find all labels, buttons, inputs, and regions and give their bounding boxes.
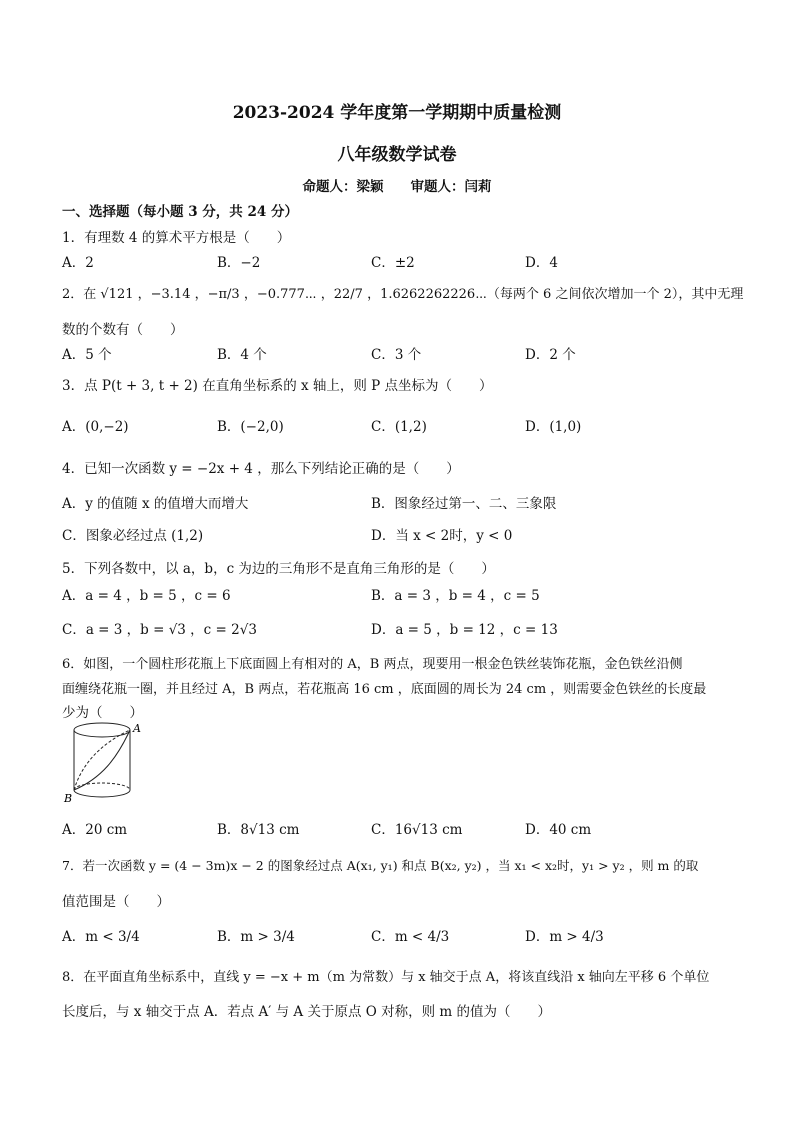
point-label-b: B [64,792,73,805]
question-3-option-b: B．(−2,0) [217,419,284,435]
question-3-option-a: A．(0,−2) [62,419,129,435]
question-1-option-a: A．2 [62,255,94,271]
question-4-option-c: C．图象必经过点 (1,2) [62,528,204,544]
question-5-option-b: B．a = 3 ，b = 4 ，c = 5 [371,588,540,604]
question-6-line-1: 6．如图，一个圆柱形花瓶上下底面圆上有相对的 A，B 两点，现要用一根金色铁丝装饰花瓶，金色铁丝沿侧 [62,657,683,672]
question-2-option-d: D．2 个 [525,347,576,363]
question-4-option-b: B．图象经过第一、二、三象限 [371,496,557,512]
question-7-option-a: A．m < 3/4 [62,929,140,945]
question-2-stem: 2．在 √121 ，−3.14 ，−π/3 ，−0.777⋯ ，22/7 ，1.6262262226⋯（每两个 6 之间依次增加一个 2），其中无理 [62,287,744,302]
question-8-line-1: 8．在平面直角坐标系中，直线 y = −x + m（m 为常数）与 x 轴交于点 A，将该直线沿 x 轴向左平移 6 个单位 [62,970,710,985]
question-2-option-b: B．4 个 [217,347,267,363]
question-3-stem: 3．点 P(t + 3, t + 2) 在直角坐标系的 x 轴上，则 P 点坐标为（ ） [62,378,493,394]
question-1-option-b: B．−2 [217,255,261,271]
question-7-line-1: 7．若一次函数 y = (4 − 3m)x − 2 的图象经过点 A(x₁, y₁) 和点 B(x₂, y₂) ，当 x₁ < x₂时，y₁ > y₂ ，则 m 的取 [62,858,699,873]
question-5-stem: 5．下列各数中，以 a，b，c 为边的三角形不是直角三角形的是（ ） [62,561,495,577]
question-8-line-2: 长度后，与 x 轴交于点 A．若点 A′ 与 A 关于原点 O 对称，则 m 的值为（ ） [62,1004,551,1020]
authors-line: 命题人：梁颖 审题人：闫莉 [302,179,492,195]
question-2-stem-continued: 数的个数有（ ） [62,322,184,338]
question-2-option-c: C．3 个 [371,347,422,363]
page-title: 2023-2024 学年度第一学期期中质量检测 [232,103,562,123]
question-3-option-c: C．(1,2) [371,419,427,435]
cylinder-figure [62,718,152,808]
question-7-line-2: 值范围是（ ） [62,894,170,910]
question-3-option-d: D．(1,0) [525,419,582,435]
question-5-option-c: C．a = 3 ，b = √3 ，c = 2√3 [62,622,257,638]
page-subtitle: 八年级数学试卷 [337,145,457,165]
question-6-line-2: 面缠绕花瓶一圈，并且经过 A，B 两点，若花瓶高 16 cm ，底面圆的周长为 24 cm ，则需要金色铁丝的长度最 [62,682,707,697]
question-1-option-d: D．4 [525,255,558,271]
point-label-a: A [133,722,141,735]
question-7-option-c: C．m < 4/3 [371,929,450,945]
question-2-option-a: A．5 个 [62,347,112,363]
question-7-option-d: D．m > 4/3 [525,929,604,945]
question-4-option-d: D．当 x < 2时，y < 0 [371,528,513,544]
question-5-option-a: A．a = 4 ，b = 5 ，c = 6 [62,588,231,604]
question-6-option-b: B．8√13 cm [217,822,300,838]
question-1-stem: 1．有理数 4 的算术平方根是（ ） [62,230,291,246]
question-6-option-d: D．40 cm [525,822,592,838]
question-1-option-c: C．±2 [371,255,415,271]
question-6-line-3: 少为（ ） [62,705,143,721]
question-5-option-d: D．a = 5 ，b = 12 ，c = 13 [371,622,558,638]
question-7-option-b: B．m > 3/4 [217,929,295,945]
question-6-option-a: A．20 cm [62,822,128,838]
section-heading: 一、选择题（每小题 3 分，共 24 分） [62,204,298,220]
question-6-option-c: C．16√13 cm [371,822,463,838]
question-4-stem: 4．已知一次函数 y = −2x + 4 ，那么下列结论正确的是（ ） [62,461,460,477]
question-4-option-a: A．y 的值随 x 的值增大而增大 [62,496,249,512]
